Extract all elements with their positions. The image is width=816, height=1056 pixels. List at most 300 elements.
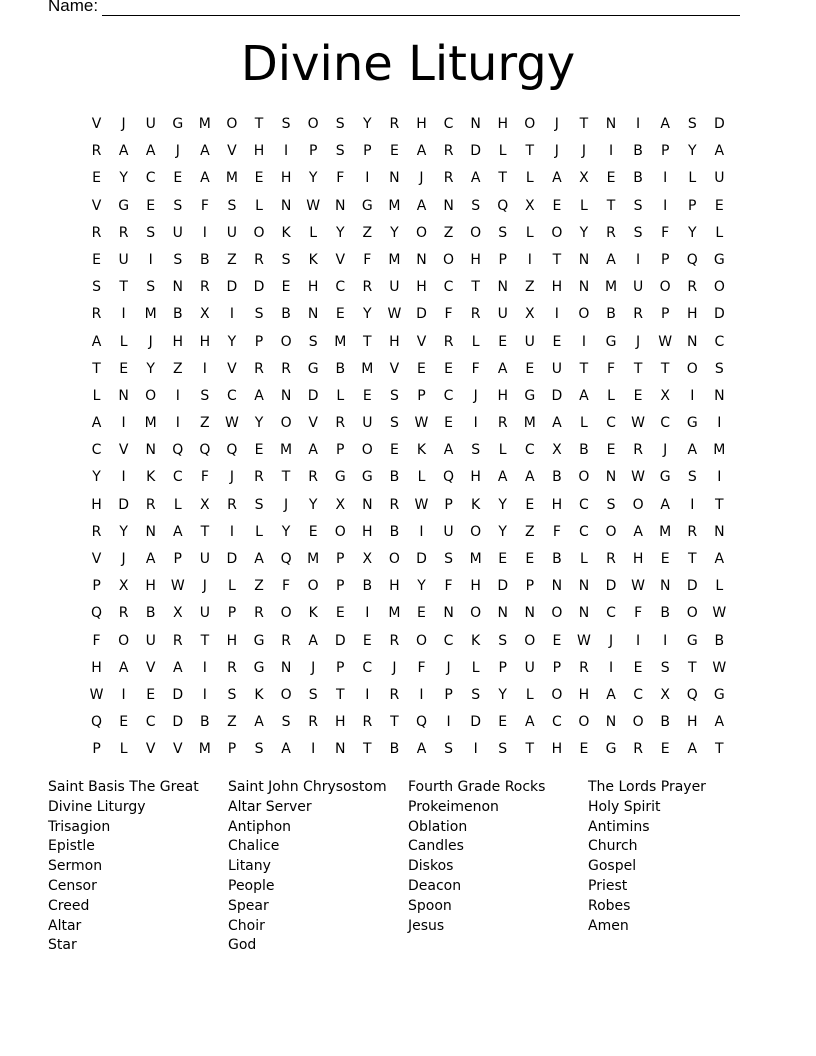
grid-letter[interactable]: S xyxy=(173,197,183,214)
grid-letter[interactable]: N xyxy=(443,605,454,622)
grid-letter[interactable]: E xyxy=(606,442,616,459)
grid-letter[interactable]: B xyxy=(714,632,725,649)
grid-letter[interactable]: O xyxy=(280,686,292,703)
grid-letter[interactable]: C xyxy=(145,170,156,187)
grid-letter[interactable]: R xyxy=(606,224,616,241)
grid-letter[interactable]: L xyxy=(580,551,588,567)
grid-letter[interactable]: X xyxy=(660,686,670,703)
grid-letter[interactable]: V xyxy=(227,143,237,160)
grid-letter[interactable]: I xyxy=(121,415,126,432)
grid-letter[interactable]: J xyxy=(121,116,126,132)
grid-letter[interactable]: N xyxy=(605,469,617,486)
grid-letter[interactable]: Q xyxy=(91,714,103,731)
grid-letter[interactable]: C xyxy=(172,469,183,486)
grid-letter[interactable]: S xyxy=(471,197,481,214)
grid-letter[interactable]: S xyxy=(633,224,643,241)
grid-letter[interactable]: M xyxy=(713,442,726,459)
grid-letter[interactable]: C xyxy=(606,605,616,622)
grid-letter[interactable]: R xyxy=(443,170,454,187)
grid-letter[interactable]: O xyxy=(307,116,319,132)
grid-letter[interactable]: C xyxy=(443,279,454,296)
grid-letter[interactable]: O xyxy=(659,279,671,296)
grid-letter[interactable]: U xyxy=(172,224,183,241)
grid-letter[interactable]: M xyxy=(604,279,618,296)
grid-letter[interactable]: C xyxy=(335,279,346,296)
grid-letter[interactable]: B xyxy=(200,714,210,731)
grid-letter[interactable]: O xyxy=(713,279,725,296)
grid-letter[interactable]: F xyxy=(444,306,453,323)
grid-letter[interactable]: B xyxy=(200,251,210,268)
grid-letter[interactable]: L xyxy=(498,442,507,459)
grid-letter[interactable]: W xyxy=(712,605,727,622)
grid-letter[interactable]: E xyxy=(92,170,101,187)
grid-letter[interactable]: E xyxy=(119,360,129,377)
grid-letter[interactable]: M xyxy=(388,605,401,622)
grid-letter[interactable]: A xyxy=(525,714,535,731)
grid-letter[interactable]: G xyxy=(118,197,130,214)
grid-letter[interactable]: F xyxy=(661,224,670,241)
grid-letter[interactable]: P xyxy=(254,333,264,350)
grid-letter[interactable]: T xyxy=(498,170,507,187)
grid-letter[interactable]: N xyxy=(605,116,617,132)
grid-letter[interactable]: R xyxy=(227,496,237,513)
grid-letter[interactable]: H xyxy=(91,659,102,676)
grid-letter[interactable]: R xyxy=(199,279,210,296)
grid-letter[interactable]: Y xyxy=(281,523,291,540)
grid-letter[interactable]: Z xyxy=(227,714,237,731)
grid-letter[interactable]: G xyxy=(659,469,671,486)
grid-letter[interactable]: N xyxy=(416,251,427,268)
grid-letter[interactable]: R xyxy=(687,523,698,540)
grid-letter[interactable]: V xyxy=(335,251,346,268)
grid-letter[interactable]: X xyxy=(200,496,210,513)
grid-letter[interactable]: W xyxy=(306,197,321,214)
grid-letter[interactable]: D xyxy=(713,306,725,323)
grid-letter[interactable]: O xyxy=(334,523,346,540)
grid-letter[interactable]: Y xyxy=(227,333,237,350)
grid-letter[interactable]: R xyxy=(497,415,508,432)
grid-letter[interactable]: V xyxy=(145,659,156,676)
grid-letter[interactable]: G xyxy=(253,659,265,676)
grid-letter[interactable]: U xyxy=(226,224,238,241)
grid-letter[interactable]: H xyxy=(470,578,481,595)
grid-letter[interactable]: V xyxy=(91,197,102,214)
grid-letter[interactable]: M xyxy=(144,415,157,432)
grid-letter[interactable]: M xyxy=(469,551,482,567)
grid-letter[interactable]: T xyxy=(525,143,535,160)
grid-letter[interactable]: N xyxy=(145,442,156,459)
grid-letter[interactable]: K xyxy=(471,632,481,649)
grid-letter[interactable]: S xyxy=(227,197,237,214)
grid-letter[interactable]: A xyxy=(281,741,291,758)
grid-letter[interactable]: G xyxy=(307,360,319,377)
grid-letter[interactable]: L xyxy=(309,224,318,241)
grid-letter[interactable]: H xyxy=(686,306,698,323)
grid-letter[interactable]: J xyxy=(148,333,153,350)
grid-letter[interactable]: L xyxy=(255,523,263,540)
grid-letter[interactable]: X xyxy=(524,306,535,323)
grid-letter[interactable]: O xyxy=(578,306,590,323)
grid-letter[interactable]: Q xyxy=(280,551,292,567)
grid-letter[interactable]: C xyxy=(524,442,535,459)
grid-letter[interactable]: V xyxy=(416,333,427,350)
grid-letter[interactable]: E xyxy=(362,632,372,649)
grid-letter[interactable]: E xyxy=(389,143,399,160)
grid-letter[interactable]: N xyxy=(335,197,346,214)
grid-letter[interactable]: V xyxy=(118,442,129,459)
grid-letter[interactable]: X xyxy=(362,551,373,567)
grid-letter[interactable]: N xyxy=(659,578,671,595)
grid-letter[interactable]: U xyxy=(362,415,373,432)
grid-letter[interactable]: T xyxy=(363,333,372,350)
grid-letter[interactable]: E xyxy=(606,170,616,187)
grid-letter[interactable]: I xyxy=(419,686,424,703)
grid-letter[interactable]: S xyxy=(714,360,724,377)
grid-letter[interactable]: H xyxy=(470,469,481,486)
grid-letter[interactable]: T xyxy=(715,741,724,758)
grid-letter[interactable]: S xyxy=(200,387,210,404)
grid-letter[interactable]: W xyxy=(631,469,646,486)
grid-letter[interactable]: N xyxy=(578,578,590,595)
grid-letter[interactable]: O xyxy=(280,415,292,432)
grid-letter[interactable]: J xyxy=(636,333,641,350)
grid-letter[interactable]: V xyxy=(91,551,102,567)
grid-letter[interactable]: P xyxy=(92,741,101,758)
grid-letter[interactable]: R xyxy=(308,469,319,486)
grid-letter[interactable]: H xyxy=(280,170,292,187)
grid-letter[interactable]: G xyxy=(686,632,698,649)
grid-letter[interactable]: E xyxy=(146,197,156,214)
grid-letter[interactable]: Y xyxy=(498,496,507,513)
grid-letter[interactable]: E xyxy=(389,442,399,459)
grid-letter[interactable]: N xyxy=(497,605,508,622)
grid-letter[interactable]: I xyxy=(121,306,126,323)
grid-letter[interactable]: O xyxy=(551,686,563,703)
grid-letter[interactable]: R xyxy=(118,224,129,241)
grid-letter[interactable]: A xyxy=(118,659,129,676)
grid-letter[interactable]: Q xyxy=(686,686,698,703)
grid-letter[interactable]: R xyxy=(362,279,373,296)
grid-letter[interactable]: O xyxy=(307,578,319,595)
grid-letter[interactable]: V xyxy=(227,360,237,377)
grid-letter[interactable]: O xyxy=(524,632,536,649)
grid-letter[interactable]: H xyxy=(145,578,156,595)
grid-letter[interactable]: Y xyxy=(417,578,426,595)
grid-letter[interactable]: I xyxy=(365,686,370,703)
grid-letter[interactable]: N xyxy=(524,605,536,622)
grid-letter[interactable]: O xyxy=(280,605,292,622)
grid-letter[interactable]: E xyxy=(417,360,426,377)
grid-letter[interactable]: O xyxy=(551,605,563,622)
grid-letter[interactable]: I xyxy=(690,387,695,404)
grid-letter[interactable]: X xyxy=(118,578,129,595)
grid-letter[interactable]: E xyxy=(660,741,670,758)
grid-letter[interactable]: N xyxy=(307,306,319,323)
grid-letter[interactable]: B xyxy=(172,306,183,323)
grid-letter[interactable]: T xyxy=(525,741,535,758)
grid-letter[interactable]: P xyxy=(227,741,237,758)
grid-letter[interactable]: L xyxy=(119,333,128,350)
grid-letter[interactable]: R xyxy=(389,632,400,649)
grid-letter[interactable]: R xyxy=(633,741,643,758)
grid-letter[interactable]: I xyxy=(554,306,559,323)
grid-letter[interactable]: U xyxy=(145,116,156,132)
grid-letter[interactable]: V xyxy=(172,741,183,758)
grid-letter[interactable]: E xyxy=(444,360,453,377)
grid-letter[interactable]: F xyxy=(282,578,291,595)
grid-letter[interactable]: G xyxy=(713,686,725,703)
grid-letter[interactable]: O xyxy=(280,333,292,350)
grid-letter[interactable]: J xyxy=(121,551,126,567)
grid-letter[interactable]: A xyxy=(497,469,508,486)
grid-letter[interactable]: N xyxy=(497,279,508,296)
grid-letter[interactable]: F xyxy=(471,360,480,377)
grid-letter[interactable]: P xyxy=(660,143,670,160)
grid-letter[interactable]: I xyxy=(446,714,451,731)
grid-letter[interactable]: R xyxy=(687,279,698,296)
grid-letter[interactable]: K xyxy=(416,442,427,459)
grid-letter[interactable]: H xyxy=(362,523,373,540)
grid-letter[interactable]: W xyxy=(577,632,591,649)
grid-letter[interactable]: V xyxy=(145,741,156,758)
grid-letter[interactable]: V xyxy=(91,116,102,132)
grid-letter[interactable]: N xyxy=(335,741,346,758)
grid-letter[interactable]: R xyxy=(254,251,264,268)
grid-letter[interactable]: N xyxy=(280,387,292,404)
grid-letter[interactable]: G xyxy=(605,333,617,350)
grid-letter[interactable]: M xyxy=(388,197,401,214)
grid-letter[interactable]: H xyxy=(389,333,400,350)
grid-letter[interactable]: T xyxy=(200,523,210,540)
grid-letter[interactable]: Y xyxy=(308,170,318,187)
grid-letter[interactable]: Y xyxy=(579,224,589,241)
grid-letter[interactable]: L xyxy=(525,686,534,703)
grid-letter[interactable]: F xyxy=(552,523,561,540)
grid-letter[interactable]: P xyxy=(336,578,345,595)
grid-letter[interactable]: R xyxy=(281,360,291,377)
grid-letter[interactable]: A xyxy=(687,442,698,459)
grid-letter[interactable]: I xyxy=(690,496,695,513)
grid-letter[interactable]: D xyxy=(470,714,482,731)
grid-letter[interactable]: D xyxy=(307,387,319,404)
grid-letter[interactable]: H xyxy=(416,279,427,296)
grid-letter[interactable]: E xyxy=(281,279,291,296)
grid-letter[interactable]: O xyxy=(443,251,455,268)
grid-letter[interactable]: R xyxy=(227,659,237,676)
grid-letter[interactable]: B xyxy=(552,469,562,486)
grid-letter[interactable]: M xyxy=(280,442,293,459)
grid-letter[interactable]: H xyxy=(416,116,427,132)
grid-letter[interactable]: Q xyxy=(497,197,509,214)
grid-letter[interactable]: H xyxy=(334,714,346,731)
grid-letter[interactable]: I xyxy=(663,170,668,187)
grid-letter[interactable]: C xyxy=(714,333,725,350)
grid-letter[interactable]: W xyxy=(170,578,185,595)
grid-letter[interactable]: Z xyxy=(524,523,535,540)
grid-letter[interactable]: I xyxy=(229,523,234,540)
grid-letter[interactable]: A xyxy=(443,442,454,459)
grid-letter[interactable]: R xyxy=(389,116,400,132)
grid-letter[interactable]: D xyxy=(334,632,346,649)
grid-letter[interactable]: I xyxy=(202,224,207,241)
grid-letter[interactable]: O xyxy=(226,116,238,132)
grid-letter[interactable]: L xyxy=(336,387,345,404)
grid-letter[interactable]: H xyxy=(551,279,563,296)
grid-letter[interactable]: L xyxy=(119,741,128,758)
grid-letter[interactable]: L xyxy=(580,415,588,432)
grid-letter[interactable]: F xyxy=(336,170,345,187)
grid-letter[interactable]: R xyxy=(443,333,454,350)
grid-letter[interactable]: J xyxy=(229,469,234,486)
grid-letter[interactable]: L xyxy=(228,578,236,595)
grid-letter[interactable]: R xyxy=(335,415,346,432)
grid-letter[interactable]: E xyxy=(498,714,508,731)
grid-letter[interactable]: A xyxy=(660,116,670,132)
grid-letter[interactable]: M xyxy=(361,360,374,377)
grid-letter[interactable]: E xyxy=(335,306,345,323)
grid-letter[interactable]: Q xyxy=(415,714,427,731)
grid-letter[interactable]: D xyxy=(416,551,427,567)
grid-letter[interactable]: I xyxy=(311,741,316,758)
grid-letter[interactable]: A xyxy=(145,551,156,567)
grid-letter[interactable]: B xyxy=(145,605,156,622)
grid-letter[interactable]: N xyxy=(714,523,725,540)
grid-letter[interactable]: E xyxy=(552,333,562,350)
grid-letter[interactable]: S xyxy=(227,686,237,703)
grid-letter[interactable]: A xyxy=(525,469,535,486)
grid-letter[interactable]: Y xyxy=(335,224,345,241)
grid-letter[interactable]: O xyxy=(388,551,400,567)
grid-letter[interactable]: E xyxy=(254,170,264,187)
grid-letter[interactable]: F xyxy=(444,578,453,595)
grid-letter[interactable]: I xyxy=(527,251,532,268)
grid-letter[interactable]: Z xyxy=(227,251,237,268)
grid-letter[interactable]: B xyxy=(552,551,562,567)
grid-letter[interactable]: J xyxy=(202,578,207,595)
grid-letter[interactable]: Y xyxy=(254,415,264,432)
grid-letter[interactable]: T xyxy=(687,551,697,567)
grid-letter[interactable]: F xyxy=(92,632,101,649)
grid-letter[interactable]: D xyxy=(226,551,238,567)
grid-letter[interactable]: E xyxy=(633,387,643,404)
grid-letter[interactable]: A xyxy=(91,333,102,350)
grid-letter[interactable]: S xyxy=(687,116,697,132)
grid-letter[interactable]: J xyxy=(311,659,316,676)
grid-letter[interactable]: D xyxy=(605,578,617,595)
grid-letter[interactable]: F xyxy=(417,659,426,676)
grid-letter[interactable]: G xyxy=(172,116,184,132)
grid-letter[interactable]: I xyxy=(175,415,180,432)
grid-letter[interactable]: O xyxy=(632,496,644,513)
grid-letter[interactable]: X xyxy=(660,387,670,404)
grid-letter[interactable]: U xyxy=(118,251,129,268)
grid-letter[interactable]: S xyxy=(335,143,345,160)
grid-letter[interactable]: U xyxy=(199,605,210,622)
grid-letter[interactable]: N xyxy=(578,279,590,296)
grid-letter[interactable]: G xyxy=(713,251,725,268)
grid-letter[interactable]: E xyxy=(308,523,318,540)
grid-letter[interactable]: R xyxy=(362,714,373,731)
grid-letter[interactable]: C xyxy=(91,442,102,459)
grid-letter[interactable]: D xyxy=(118,496,129,513)
grid-letter[interactable]: S xyxy=(444,551,453,567)
grid-letter[interactable]: I xyxy=(608,143,614,160)
grid-letter[interactable]: A xyxy=(200,143,210,160)
grid-letter[interactable]: P xyxy=(336,659,345,676)
grid-letter[interactable]: M xyxy=(523,415,536,432)
grid-letter[interactable]: P xyxy=(498,251,507,268)
grid-letter[interactable]: Q xyxy=(686,251,698,268)
grid-letter[interactable]: S xyxy=(389,387,399,404)
grid-letter[interactable]: M xyxy=(388,251,401,268)
grid-letter[interactable]: U xyxy=(551,360,562,377)
grid-letter[interactable]: Y xyxy=(119,170,128,187)
grid-letter[interactable]: U xyxy=(714,170,725,187)
grid-letter[interactable]: D xyxy=(551,387,563,404)
grid-letter[interactable]: R xyxy=(470,306,481,323)
grid-letter[interactable]: G xyxy=(253,632,265,649)
grid-letter[interactable]: A xyxy=(714,143,725,160)
grid-letter[interactable]: U xyxy=(145,632,156,649)
grid-letter[interactable]: A xyxy=(416,143,427,160)
grid-letter[interactable]: P xyxy=(173,551,182,567)
grid-letter[interactable]: S xyxy=(254,306,264,323)
grid-letter[interactable]: R xyxy=(389,686,400,703)
grid-letter[interactable]: H xyxy=(172,333,184,350)
grid-letter[interactable]: S xyxy=(633,197,643,214)
grid-letter[interactable]: A xyxy=(254,387,264,404)
grid-letter[interactable]: J xyxy=(175,143,180,160)
grid-letter[interactable]: P xyxy=(417,387,426,404)
grid-letter[interactable]: B xyxy=(281,306,291,323)
grid-letter[interactable]: P xyxy=(552,659,562,676)
grid-letter[interactable]: E xyxy=(525,360,535,377)
grid-letter[interactable]: A xyxy=(552,415,562,432)
grid-letter[interactable]: E xyxy=(362,387,372,404)
grid-letter[interactable]: Y xyxy=(92,469,101,486)
grid-letter[interactable]: A xyxy=(606,686,616,703)
grid-letter[interactable]: N xyxy=(687,333,698,350)
grid-letter[interactable]: L xyxy=(498,143,507,160)
grid-letter[interactable]: A xyxy=(470,170,481,187)
grid-letter[interactable]: D xyxy=(416,306,427,323)
grid-letter[interactable]: Y xyxy=(363,116,372,132)
grid-letter[interactable]: S xyxy=(335,116,345,132)
grid-letter[interactable]: M xyxy=(307,551,320,567)
grid-letter[interactable]: E xyxy=(660,551,670,567)
grid-letter[interactable]: O xyxy=(470,523,482,540)
grid-letter[interactable]: S xyxy=(281,251,291,268)
grid-letter[interactable]: U xyxy=(524,659,535,676)
grid-letter[interactable]: Y xyxy=(119,523,128,540)
grid-letter[interactable]: P xyxy=(92,578,101,595)
grid-letter[interactable]: P xyxy=(660,306,670,323)
grid-letter[interactable]: A xyxy=(118,143,129,160)
grid-letter[interactable]: E xyxy=(525,496,535,513)
grid-letter[interactable]: O xyxy=(524,116,536,132)
grid-letter[interactable]: V xyxy=(308,415,318,432)
grid-letter[interactable]: N xyxy=(443,197,454,214)
grid-letter[interactable]: M xyxy=(198,116,211,132)
grid-letter[interactable]: B xyxy=(362,578,373,595)
grid-letter[interactable]: E xyxy=(525,551,535,567)
grid-letter[interactable]: H xyxy=(389,578,400,595)
grid-letter[interactable]: V xyxy=(389,360,400,377)
grid-letter[interactable]: K xyxy=(308,251,318,268)
grid-letter[interactable]: X xyxy=(172,605,183,622)
grid-letter[interactable]: A xyxy=(416,197,427,214)
grid-letter[interactable]: J xyxy=(284,496,289,513)
